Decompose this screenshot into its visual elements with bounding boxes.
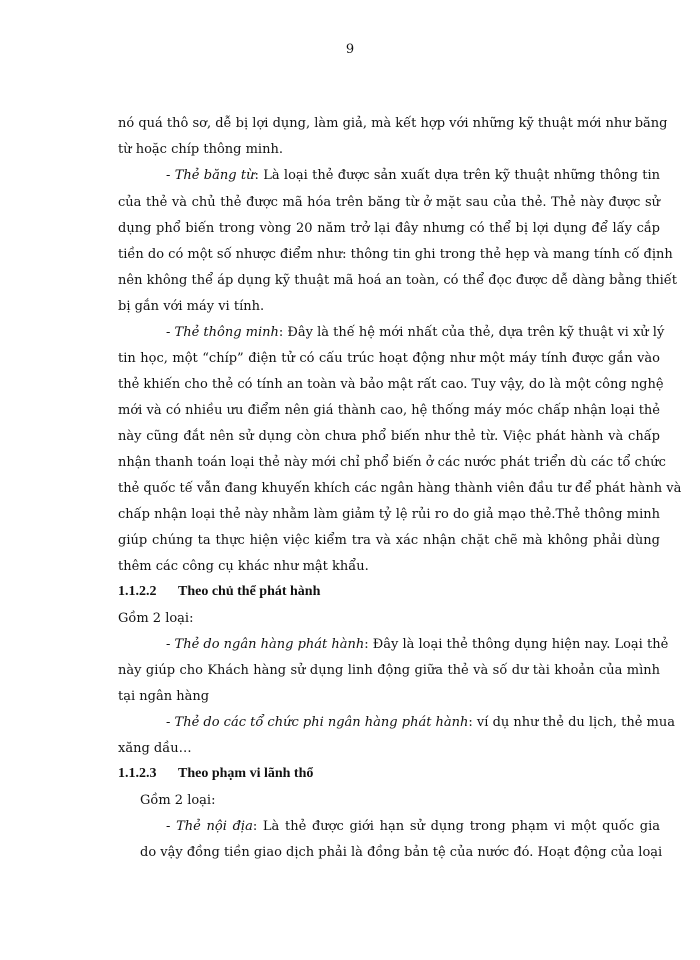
text-line: tiền do có một số nhược điểm như: thông tin ghi trong thẻ hẹp và mang tính cố định xyxy=(118,247,673,262)
text-line: Gồm 2 loại: xyxy=(140,793,216,808)
text-line: từ hoặc chíp thông minh. xyxy=(118,142,283,157)
text-line: thêm các công cụ khác như mật khẩu. xyxy=(118,559,369,574)
text-line: nhận thanh toán loại thẻ này mới chỉ phổ biến ở các nước phát triển dù các tổ chức xyxy=(118,455,666,470)
text-line: nên không thể áp dụng kỹ thuật mã hoá an toàn, có thể đọc được dễ dàng bằng thiết xyxy=(118,273,678,288)
text-line: tin học, một “chíp” điện tử có cấu trúc hoạt động như một máy tính được gắn vào xyxy=(118,351,660,366)
section-title: Theo chủ thể phát hành xyxy=(178,584,321,599)
paragraph-first-line xyxy=(166,637,669,652)
text-line: của thẻ và chủ thẻ được mã hóa trên băng từ ở mặt sau của thẻ. Thẻ này được sử xyxy=(118,195,660,210)
section-heading xyxy=(118,584,320,600)
text-line: do vậy đồng tiền giao dịch phải là đồng bản tệ của nước đó. Hoạt động của loại xyxy=(140,845,663,860)
text-span: : Đây là thế hệ mới nhất của thẻ, dựa trên kỹ thuật vi xử lý xyxy=(278,325,665,340)
text-line: tại ngân hàng xyxy=(118,689,210,704)
text-line: này cũng đắt nên sử dụng còn chưa phổ biến như thẻ từ. Việc phát hành và chấp xyxy=(118,429,660,444)
section-heading xyxy=(118,766,313,782)
paragraph-first-line xyxy=(166,715,675,730)
section-number: 1.1.2.3 xyxy=(118,766,157,781)
text-span: : Đây là loại thẻ thông dụng hiện nay. Loại thẻ xyxy=(364,637,669,652)
text-line: chấp nhận loại thẻ này nhằm làm giảm tỷ lệ rủi ro do giả mạo thẻ.Thẻ thông minh xyxy=(118,507,660,522)
text-span: : Là thẻ được giới hạn sử dụng trong phạm vi một quốc gia xyxy=(252,819,660,834)
text-line: Gồm 2 loại: xyxy=(118,611,194,626)
text-line: bị gắn với máy vi tính. xyxy=(118,299,265,314)
text-line: dụng phổ biến trong vòng 20 năm trở lại đây nhưng có thể bị lợi dụng để lấy cắp xyxy=(118,221,660,236)
text-span: : ví dụ như thẻ du lịch, thẻ mua xyxy=(468,715,675,730)
text-line: xăng dầu… xyxy=(118,741,192,756)
paragraph-first-line xyxy=(166,819,660,834)
term-magnetic-card: - Thẻ băng từ xyxy=(166,168,255,183)
term-non-bank-card: - Thẻ do các tổ chức phi ngân hàng phát hành xyxy=(166,715,469,730)
page-number: 9 xyxy=(345,42,355,57)
paragraph-first-line xyxy=(166,168,660,183)
section-number: 1.1.2.2 xyxy=(118,584,157,599)
paragraph-first-line xyxy=(166,325,665,340)
text-span: : Là loại thẻ được sản xuất dựa trên kỹ thuật những thông tin xyxy=(254,168,660,183)
term-bank-issued-card: - Thẻ do ngân hàng phát hành xyxy=(166,637,365,652)
term-smart-card: - Thẻ thông minh xyxy=(166,325,279,340)
section-title: Theo phạm vi lãnh thổ xyxy=(178,766,314,781)
text-line: mới và có nhiều ưu điểm nên giá thành cao, hệ thống máy móc chấp nhận loại thẻ xyxy=(118,403,660,418)
term-domestic-card: - Thẻ nội địa xyxy=(166,819,253,834)
text-line: này giúp cho Khách hàng sử dụng linh động giữa thẻ và số dư tài khoản của mình xyxy=(118,663,660,678)
text-line: nó quá thô sơ, dễ bị lợi dụng, làm giả, mà kết hợp với những kỹ thuật mới như băng xyxy=(118,116,668,131)
text-line: thẻ quốc tế vẫn đang khuyến khích các ngân hàng thành viên đầu tư để phát hành và xyxy=(118,481,682,496)
text-line: giúp chúng ta thực hiện việc kiểm tra và xác nhận chặt chẽ mà không phải dùng xyxy=(118,533,660,548)
text-line: thẻ khiến cho thẻ có tính an toàn và bảo mật rất cao. Tuy vậy, do là một công nghệ xyxy=(118,377,664,392)
